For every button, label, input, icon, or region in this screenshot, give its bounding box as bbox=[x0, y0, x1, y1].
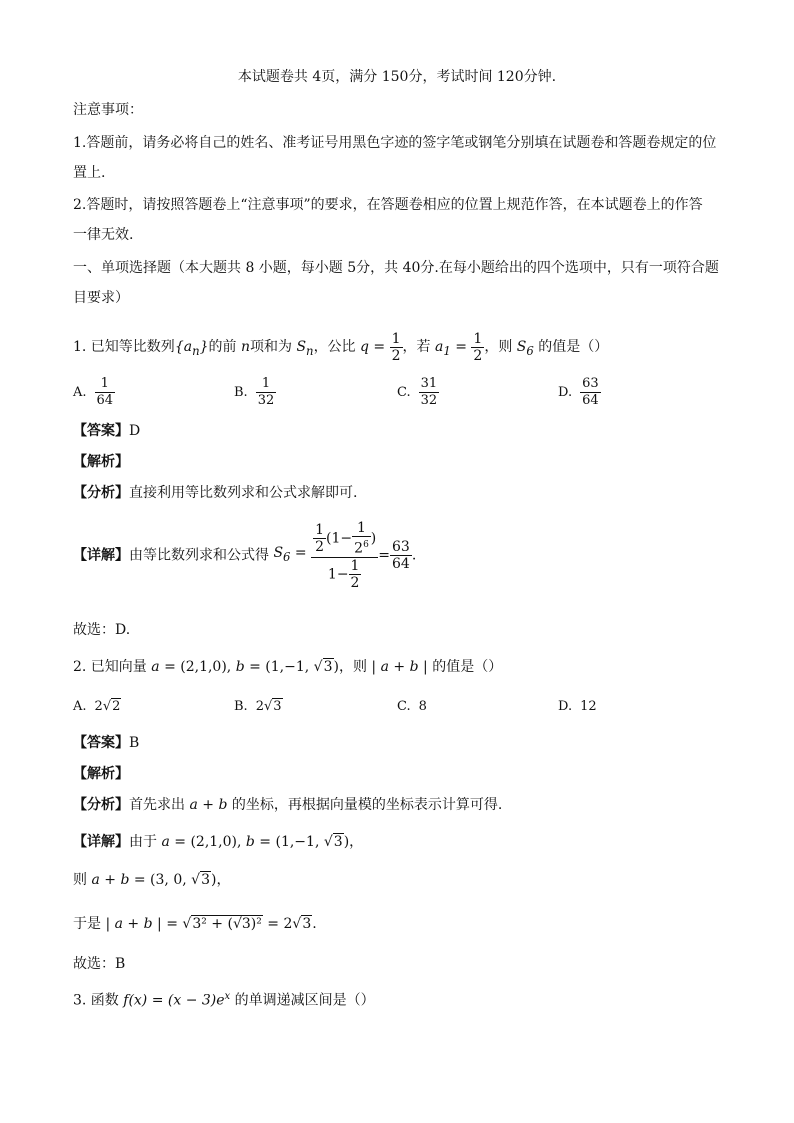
q1-analysis-tag: 【解析】 bbox=[73, 454, 129, 470]
notes-item1-line2: 置上. bbox=[73, 165, 106, 181]
q1-option-d: D. $\frac{63}{64}$ bbox=[558, 376, 599, 408]
q1-text-g: 的值是（） bbox=[533, 339, 609, 355]
q1-stem bbox=[73, 330, 608, 368]
q2-stem: 2. 已知向量 a = (2,1,0), b = (1,−1, √3)，则 | a + b | 的值是（） bbox=[73, 659, 503, 675]
q1-q-frac: $\frac{1}{2}$ bbox=[391, 330, 401, 364]
notes-title: 注意事项： bbox=[73, 102, 143, 118]
q2-choose: 故选：B bbox=[73, 956, 126, 972]
q1-option-a: A. $\frac{1}{64}$ bbox=[73, 376, 114, 408]
exam-info: 本试题卷共 4页，满分 150分，考试时间 120分钟. bbox=[237, 69, 557, 85]
notes-item1-line1: 1.答题前，请务必将自己的姓名、准考证号用黑色字迹的签字笔或钢笔分别填在试题卷和答题卷规定的位 bbox=[73, 135, 717, 151]
q1-detail-bigfrac: $\frac{1}{2}$ (1− $\frac{1}{2^6}$ ) 1− $\frac{1}{2}$ bbox=[311, 520, 378, 591]
q1-text-f: ，则 bbox=[484, 339, 517, 355]
section1-title-line1: 一、单项选择题（本大题共 8 小题，每小题 5分，共 40分.在每小题给出的四个选项中，只有一项符合题 bbox=[73, 260, 719, 276]
section1-title-line2: 目要求） bbox=[73, 290, 129, 306]
q1-text-a: 1. 已知等比数列 bbox=[73, 339, 175, 355]
q1-answer: 【答案】D bbox=[73, 423, 141, 439]
q1-fenxi: 【分析】直接利用等比数列求和公式求解即可. bbox=[73, 485, 358, 501]
q2-thus: 于是 | a + b | = √3² + (√3)² = 2√3. bbox=[73, 916, 317, 932]
q2-detail: 【详解】由于 a = (2,1,0), b = (1,−1, √3)， bbox=[73, 834, 364, 850]
q1-sn: $S_n$ bbox=[296, 339, 314, 358]
q1-text-b: 的前 bbox=[208, 339, 241, 355]
q2-option-a: A. 2√2 bbox=[73, 699, 121, 714]
q1-choose: 故选：D. bbox=[73, 622, 131, 638]
q2-option-d: D. 12 bbox=[558, 699, 597, 714]
q2-fenxi: 【分析】首先求出 a + b 的坐标，再根据向量模的坐标表示计算可得. bbox=[73, 797, 503, 813]
notes-item2-line2: 一律无效. bbox=[73, 227, 134, 243]
q1-seq: $\{a_n\}$ bbox=[174, 339, 209, 358]
q1-text-c: 项和为 bbox=[250, 339, 297, 355]
q3-stem: 3. 函数 $f(x) = (x - 3)e^x$ 的单调递减区间是（） bbox=[73, 991, 375, 1009]
notes-item2-line1: 2.答题时，请按照答题卷上“注意事项”的要求，在答题卷相应的位置上规范作答，在本试题卷上的作答 bbox=[73, 197, 703, 213]
q1-s6: $S_6$ bbox=[516, 339, 534, 358]
q1-detail: 【详解】由等比数列求和公式得 $S_6$ = $\frac{1}{2}$ (1− $\frac{1}{2^6}$ ) 1− $\frac{1}{2}$ = $\frac{63}{64}$ . bbox=[73, 520, 417, 591]
q1-text-d: ，公比 bbox=[313, 339, 361, 355]
q2-analysis-tag: 【解析】 bbox=[73, 766, 129, 782]
q2-option-c: C. 8 bbox=[397, 699, 427, 714]
q1-q: q = bbox=[360, 339, 386, 355]
q1-a1-frac: $\frac{1}{2}$ bbox=[473, 330, 483, 364]
q1-option-b: B. $\frac{1}{32}$ bbox=[234, 376, 275, 408]
q1-option-c: C. $\frac{31}{32}$ bbox=[397, 376, 438, 408]
q2-then: 则 a + b = (3, 0, √3)， bbox=[73, 872, 231, 888]
q2-option-b: B. 2√3 bbox=[234, 699, 282, 714]
q1-a1: $a_1$ = bbox=[435, 339, 467, 358]
q2-answer: 【答案】B bbox=[73, 735, 140, 751]
q1-n: n bbox=[240, 339, 250, 355]
q1-text-e: ，若 bbox=[402, 339, 435, 355]
